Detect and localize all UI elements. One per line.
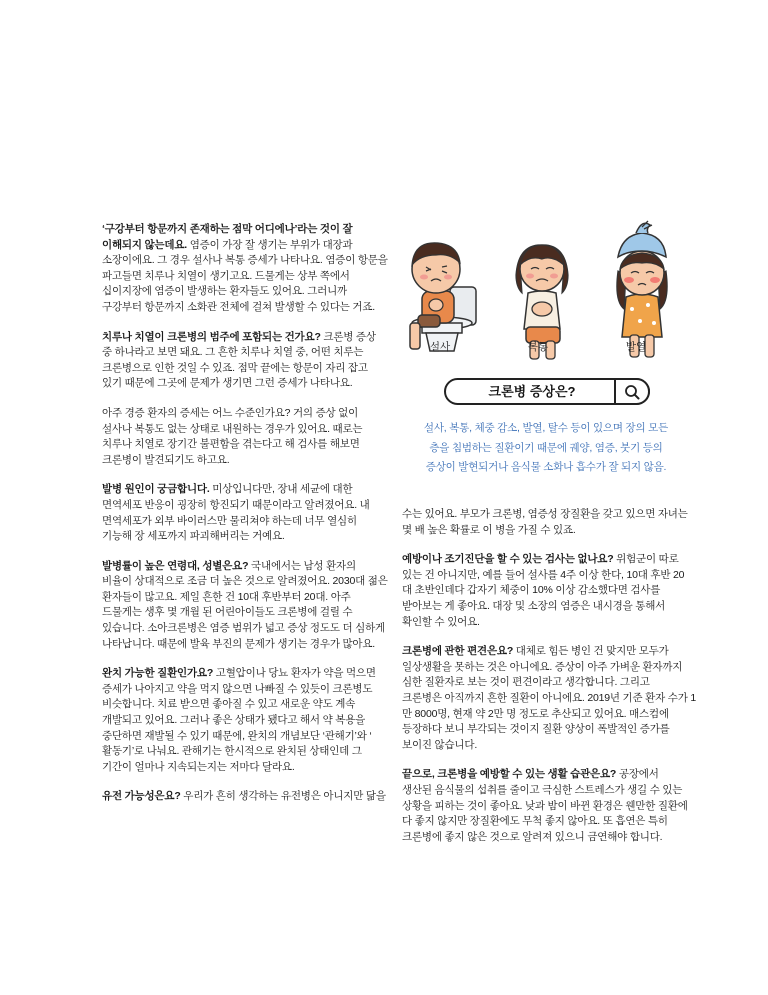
paragraph-line bbox=[402, 644, 694, 660]
symptom-line: 설사, 복통, 체중 감소, 발열, 탈수 등이 있으며 장의 모든 bbox=[423, 422, 669, 434]
paragraph-line: 드물게는 생후 몇 개월 된 어린아이들도 크론병에 걸릴 수 bbox=[102, 606, 353, 619]
paragraph-line: 십이지장에 염증이 발생하는 환자들도 있어요. 그러니까 bbox=[102, 285, 347, 298]
paragraph-line: 심한 질환자로 보는 것이 편견이라고 생각합니다. 그리고 bbox=[402, 676, 650, 689]
search-button[interactable] bbox=[614, 378, 650, 405]
question-lead: 예방이나 조기진단을 할 수 있는 검사는 없나요? bbox=[402, 553, 614, 566]
paragraph-line: 몇 배 높은 확률로 이 병을 가질 수 있죠. bbox=[402, 523, 576, 536]
question-lead: 완치 가능한 질환인가요? bbox=[102, 667, 214, 680]
paragraph-line: 다 좋지 않지만 장질환에도 무척 좋지 않아요. 또 흡연은 특히 bbox=[402, 815, 668, 828]
paragraph-line: 받아보는 게 좋아요. 대장 및 소장의 염증은 내시경을 통해서 bbox=[402, 599, 666, 612]
paragraph-line: 증세가 나아지고 약을 먹지 않으면 나빠질 수 있듯이 크론병도 bbox=[102, 682, 373, 695]
paragraph-line: 크론병으로 인한 것일 수 있죠. 점막 끝에는 항문이 자리 잡고 bbox=[102, 361, 368, 374]
paragraph bbox=[402, 507, 694, 538]
symptom-line: 증상이 발현되거나 음식물 소화나 흡수가 잘 되지 않음. bbox=[425, 461, 667, 474]
question-lead: 치루나 치열이 크론병의 범주에 포함되는 건가요? bbox=[102, 330, 321, 343]
answer-text: 우리가 흔히 생각하는 유전병은 아니지만 닮을 bbox=[180, 790, 386, 803]
question-lead: 이해되지 않는데요. bbox=[102, 238, 187, 251]
paragraph-line bbox=[102, 330, 392, 346]
paragraph-line bbox=[102, 789, 392, 805]
answer-text: 염증이 가장 잘 생기는 부위가 대장과 bbox=[186, 238, 353, 251]
answer-text: 수는 있어요. 부모가 크론병, 염증성 장질환을 갖고 있으면 자녀는 bbox=[402, 508, 688, 520]
left-column bbox=[102, 222, 392, 805]
paragraph bbox=[102, 330, 392, 392]
paragraph bbox=[402, 767, 694, 845]
paragraph-line: 크론병이 발견되기도 하고요. bbox=[102, 453, 230, 466]
paragraph bbox=[102, 666, 392, 775]
search-icon bbox=[624, 384, 640, 400]
paragraph-line: 확인할 수 있어요. bbox=[402, 615, 480, 628]
paragraph bbox=[102, 482, 392, 544]
paragraph-line bbox=[402, 767, 694, 783]
question-lead: 유전 가능성은요? bbox=[102, 790, 181, 803]
question-lead: 발병 원인이 궁금합니다. bbox=[102, 483, 210, 496]
label-diarrhea: 설사 bbox=[429, 341, 451, 353]
paragraph-line: 만 8000명, 현재 약 2만 명 정도로 추산되고 있어요. 매스컴에 bbox=[402, 707, 669, 720]
paragraph bbox=[402, 552, 694, 630]
paragraph-line: 중 하나라고 보면 돼요. 그 흔한 치루나 치열 중, 어떤 치루는 bbox=[102, 346, 364, 359]
paragraph-line: 치루나 치열로 장기간 불편함을 겪는다고 해 검사를 해보면 bbox=[102, 438, 360, 451]
symptom-description bbox=[400, 419, 692, 478]
paragraph bbox=[402, 644, 697, 753]
paragraph-line: 파고들면 치루나 치열이 생기고요. 드물게는 상부 쪽에서 bbox=[102, 269, 350, 282]
question-lead: 발병률이 높은 연령대, 성별은요? bbox=[102, 559, 249, 572]
paragraph-line: 면역세포가 외부 바이러스만 물리쳐야 하는데 너무 열심히 bbox=[102, 514, 357, 527]
paragraph bbox=[102, 789, 392, 805]
label-fever: 발열 bbox=[625, 341, 647, 353]
paragraph bbox=[102, 222, 392, 316]
paragraph-line: 소장이에요. 그 경우 설사나 복통 증세가 나타나요. 염증이 항문을 bbox=[102, 254, 388, 267]
question-lead: 끝으로, 크론병을 예방할 수 있는 생활 습관은요? bbox=[402, 768, 617, 781]
fever-illustration bbox=[617, 221, 667, 357]
paragraph-line: 활동기’로 나눠요. 관해기는 한시적으로 완치된 상태인데 그 bbox=[102, 745, 362, 758]
paragraph-line: 생산된 음식물의 섭취를 줄이고 극심한 스트레스가 생길 수 있는 bbox=[402, 783, 683, 796]
paragraph-line: 설사나 복통도 없는 상태로 내원하는 경우가 있어요. 때로는 bbox=[102, 422, 363, 435]
paragraph-line bbox=[102, 666, 392, 682]
paragraph-line: 기간이 얼마나 지속되는지는 저마다 달라요. bbox=[102, 760, 295, 773]
answer-text: 고혈압이나 당뇨 환자가 약을 먹으면 bbox=[213, 667, 376, 680]
paragraph-line: 있는 건 아니지만, 예를 들어 설사를 4주 이상 한다, 10대 후반 20 bbox=[402, 568, 685, 581]
paragraph-line bbox=[102, 222, 392, 238]
paragraph-line: 나타납니다. 때문에 발육 부진의 문제가 생기는 경우가 많아요. bbox=[102, 637, 376, 650]
question-lead: ‘구강부터 항문까지 존재하는 점막 어디에나’라는 것이 잘 bbox=[102, 223, 353, 235]
answer-text: 대체로 힘든 병인 건 맞지만 모두가 bbox=[513, 645, 669, 658]
answer-text: 국내에서는 남성 환자의 bbox=[248, 559, 356, 572]
search-bar bbox=[444, 378, 650, 405]
paragraph-line: 크론병은 아직까지 흔한 질환이 아니에요. 2019년 기준 환자 수가 1 bbox=[402, 691, 697, 704]
paragraph-line: 비율이 상대적으로 조금 더 높은 것으로 알려졌어요. 2030대 젊은 bbox=[102, 575, 388, 588]
paragraph-line: 대 초반인데다 갑자기 체중이 10% 이상 감소했다면 검사를 bbox=[402, 584, 661, 597]
right-column bbox=[402, 507, 697, 845]
paragraph-line: 기능해 장 세포까지 파괴해버리는 거예요. bbox=[102, 530, 285, 543]
paragraph-line: 면역세포 반응이 굉장히 항진되기 때문이라고 알려졌어요. 내 bbox=[102, 498, 370, 511]
paragraph-line bbox=[102, 406, 392, 422]
search-query: 크론병 증상은? bbox=[488, 384, 576, 399]
paragraph-line: 있기 때문에 그곳에 문제가 생기면 그런 증세가 나타나요. bbox=[102, 377, 353, 390]
answer-text: 크론병 증상 bbox=[320, 330, 376, 343]
answer-text: 위험군이 따로 bbox=[613, 553, 679, 566]
symptom-line: 층을 침범하는 질환이기 때문에 궤양, 염증, 붓기 등의 bbox=[429, 441, 663, 454]
paragraph bbox=[102, 406, 392, 468]
paragraph-line: 환자들이 많고요. 제일 흔한 건 10대 후반부터 20대. 아주 bbox=[102, 590, 351, 603]
paragraph-line: 등장하다 보니 부각되는 것이지 질환 양상이 폭발적인 증가를 bbox=[402, 723, 670, 736]
diarrhea-illustration bbox=[410, 243, 476, 351]
paragraph-line: 구강부터 항문까지 소화관 전체에 걸쳐 발생할 수 있다는 거죠. bbox=[102, 300, 376, 313]
paragraph-line: 중단하면 재발될 수 있기 때문에, 완치의 개념보단 ‘관해기’와 ‘ bbox=[102, 729, 372, 742]
paragraph-line: 비슷합니다. 치료 받으면 좋아질 수 있고 새로운 약도 계속 bbox=[102, 698, 356, 711]
label-stomachache: 복통 bbox=[527, 341, 549, 353]
paragraph-line: 보이진 않습니다. bbox=[402, 738, 478, 751]
paragraph-line bbox=[102, 482, 392, 498]
answer-text: 아주 경증 환자의 증세는 어느 수준인가요? 거의 증상 없이 bbox=[102, 406, 359, 419]
paragraph-line bbox=[402, 552, 694, 568]
paragraph bbox=[102, 559, 392, 653]
paragraph-line: 크론병에 좋지 않은 것으로 알려져 있으니 금연해야 합니다. bbox=[402, 830, 663, 843]
paragraph-line: 일상생활을 못하는 것은 아니에요. 증상이 아주 가벼운 환자까지 bbox=[402, 660, 683, 673]
paragraph-line: 있습니다. 소아크론병은 염증 범위가 넓고 증상 정도도 더 심하게 bbox=[102, 622, 385, 635]
paragraph-line: 상황을 피하는 것이 좋아요. 낮과 밤이 바뀐 환경은 웬만한 질환에 bbox=[402, 799, 688, 812]
answer-text: 미상입니다만, 장내 세균에 대한 bbox=[209, 483, 353, 496]
paragraph-line: 개발되고 있어요. 그러나 좋은 상태가 됐다고 해서 약 복용을 bbox=[102, 714, 366, 727]
paragraph-line bbox=[402, 507, 694, 523]
question-lead: 크론병에 관한 편견은요? bbox=[402, 645, 514, 658]
paragraph-line bbox=[102, 559, 392, 575]
answer-text: 공장에서 bbox=[616, 768, 659, 781]
paragraph-line bbox=[102, 238, 392, 254]
